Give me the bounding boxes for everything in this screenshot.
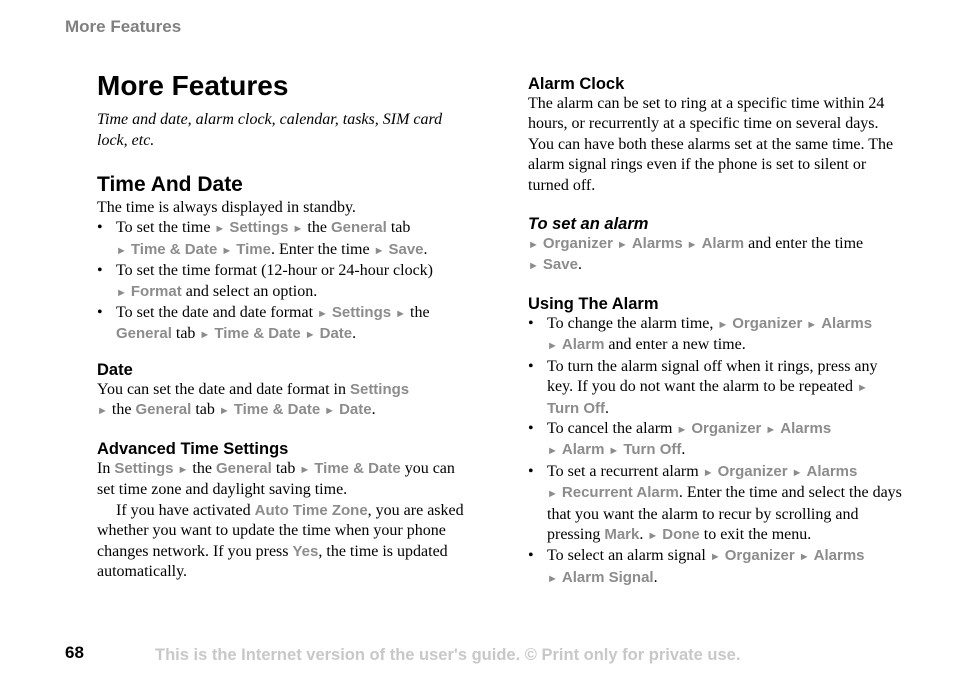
list-item: • To set the time format (12-hour or 24-hour clock) ► Format and select an option. <box>97 261 469 303</box>
arrow-icon: ► <box>299 464 311 476</box>
menu-path-item: Format <box>130 282 182 300</box>
advanced-time-settings-heading: Advanced Time Settings <box>97 440 289 458</box>
running-header: More Features <box>65 17 182 36</box>
time-and-date-section <box>97 172 469 346</box>
set-alarm-text: ► Organizer ► Alarms ► Alarm and enter the time ► Save. <box>528 235 864 274</box>
list-item: • To change the alarm time, ► Organizer ► Alarms ► Alarm and enter a new time. <box>528 314 903 357</box>
date-text: You can set the date and date format in Settings ► the General tab ► Time & Date ► Date. <box>97 381 410 419</box>
list-item: • To set the time ► Settings ► the General tab ► Time & Date ► Time. Enter the time ► Save. <box>97 218 469 261</box>
list-item: • To turn the alarm signal off when it rings, press any key. If you do not want the alarm to be repeated ► Turn Off. <box>528 357 903 419</box>
menu-path-item: Time & Date <box>130 240 218 258</box>
arrow-icon: ► <box>686 239 698 251</box>
menu-path-item: Save <box>542 256 578 274</box>
menu-path-item: Date <box>339 401 372 419</box>
arrow-icon: ► <box>765 424 777 437</box>
menu-path-item: Time & Date <box>314 460 401 477</box>
arrow-icon: ► <box>791 466 803 479</box>
arrow-icon: ► <box>317 308 328 321</box>
arrow-icon: ► <box>806 319 818 331</box>
menu-path-item: Time & Date <box>214 325 301 343</box>
arrow-icon: ► <box>717 319 729 331</box>
arrow-icon: ► <box>199 329 211 342</box>
menu-path-item: Organizer <box>691 420 762 438</box>
menu-path-item: General <box>135 401 192 419</box>
arrow-icon: ► <box>177 464 189 476</box>
menu-path-item: Settings <box>114 460 174 477</box>
set-alarm-heading: To set an alarm <box>528 215 649 233</box>
advanced-time-settings-section <box>97 439 469 582</box>
arrow-icon: ► <box>116 286 127 299</box>
menu-path-item: Recurrent Alarm <box>561 484 679 502</box>
arrow-icon: ► <box>856 382 868 395</box>
advanced-paragraph-1: In Settings ► the General tab ► Time & Date you can set time zone and daylight saving time. <box>97 460 455 499</box>
menu-path-item: Settings <box>229 219 289 237</box>
menu-path-item: Time <box>236 240 271 258</box>
arrow-icon: ► <box>324 405 336 418</box>
arrow-icon: ► <box>214 223 226 236</box>
arrow-icon: ► <box>97 405 108 418</box>
menu-path-item: Save <box>388 240 424 258</box>
using-the-alarm-heading: Using The Alarm <box>528 295 659 313</box>
menu-path-item: Settings <box>349 381 410 398</box>
menu-path-item: Date <box>319 325 353 343</box>
menu-path-item: Done <box>662 526 700 544</box>
time-and-date-heading: Time And Date <box>97 173 243 196</box>
menu-path-item: Alarm <box>701 235 745 252</box>
arrow-icon: ► <box>798 551 810 564</box>
arrow-icon: ► <box>528 260 539 273</box>
arrow-icon: ► <box>116 244 127 257</box>
arrow-icon: ► <box>547 488 558 501</box>
chapter-intro: Time and date, alarm clock, calendar, tasks, SIM card lock, etc. <box>97 111 443 149</box>
arrow-icon: ► <box>709 551 721 564</box>
set-alarm-section <box>528 214 903 277</box>
list-item: • To set the date and date format ► Settings ► the General tab ► Time & Date ► Date. <box>97 303 469 346</box>
page-number: 68 <box>65 643 84 662</box>
using-the-alarm-list <box>528 314 903 589</box>
menu-path-item: Auto Time Zone <box>254 501 368 519</box>
menu-path-item: Alarms <box>821 315 873 332</box>
page-title: More Features <box>97 70 289 101</box>
list-item: • To select an alarm signal ► Organizer ► Alarms ► Alarm Signal. <box>528 546 903 589</box>
menu-path-item: Organizer <box>542 235 613 252</box>
alarm-clock-text: The alarm can be set to ring at a specific time within 24 hours, or recurrently at a specific time on several days. You can have both these alarms set at the same time. The alarm signal rings even if the phone is set to silent or turned off. <box>528 95 894 194</box>
arrow-icon: ► <box>702 466 714 479</box>
menu-path-item: Organizer <box>717 462 788 480</box>
menu-path-item: Alarm <box>561 441 605 459</box>
menu-path-item: Time & Date <box>233 401 321 419</box>
arrow-icon: ► <box>373 244 385 257</box>
arrow-icon: ► <box>547 340 558 353</box>
time-and-date-list <box>97 218 469 345</box>
menu-path-item: Mark <box>604 526 640 544</box>
menu-path-item: Alarms <box>631 235 683 252</box>
arrow-icon: ► <box>528 239 539 251</box>
menu-path-item: General <box>330 219 387 237</box>
arrow-icon: ► <box>218 405 230 418</box>
menu-path-item: Alarm <box>561 336 605 354</box>
menu-path-item: General <box>116 325 172 343</box>
arrow-icon: ► <box>616 239 628 251</box>
footer-notice: This is the Internet version of the user's guide. © Print only for private use. <box>155 646 741 664</box>
list-item: • To set a recurrent alarm ► Organizer ► Alarms ► Recurrent Alarm. Enter the time and select the days that you want the alarm to recur by scrolling and pressing Mark. ► Done to exit the menu. <box>528 462 903 547</box>
advanced-paragraph-2: If you have activated Auto Time Zone, you are asked whether you want to update the time when your phone changes network. If you press Yes, the time is updated automatically. <box>97 501 464 581</box>
using-the-alarm-section <box>528 294 903 589</box>
menu-path-item: Organizer <box>724 547 795 565</box>
arrow-icon: ► <box>676 424 688 437</box>
arrow-icon: ► <box>608 445 620 458</box>
alarm-clock-heading: Alarm Clock <box>528 75 625 93</box>
arrow-icon: ► <box>547 445 558 458</box>
date-heading: Date <box>97 361 133 379</box>
arrow-icon: ► <box>292 223 304 236</box>
arrow-icon: ► <box>395 308 406 321</box>
menu-path-item: Settings <box>331 304 392 322</box>
arrow-icon: ► <box>647 530 659 543</box>
menu-path-item: Turn Off <box>547 399 606 417</box>
menu-path-item: Turn Off <box>623 441 682 459</box>
menu-path-item: Alarms <box>813 547 865 565</box>
menu-path-item: Alarms <box>806 462 858 480</box>
menu-path-item: General <box>215 460 272 477</box>
arrow-icon: ► <box>304 329 316 342</box>
menu-path-item: Alarm Signal <box>561 568 654 586</box>
date-section <box>97 360 469 422</box>
menu-path-item: Yes <box>292 542 319 560</box>
alarm-clock-section <box>528 74 903 196</box>
time-and-date-text: The time is always displayed in standby. <box>97 199 356 216</box>
menu-path-item: Organizer <box>732 315 803 332</box>
list-item: • To cancel the alarm ► Organizer ► Alarms ► Alarm ► Turn Off. <box>528 419 903 462</box>
arrow-icon: ► <box>547 572 558 585</box>
arrow-icon: ► <box>221 244 233 257</box>
menu-path-item: Alarms <box>780 420 832 438</box>
